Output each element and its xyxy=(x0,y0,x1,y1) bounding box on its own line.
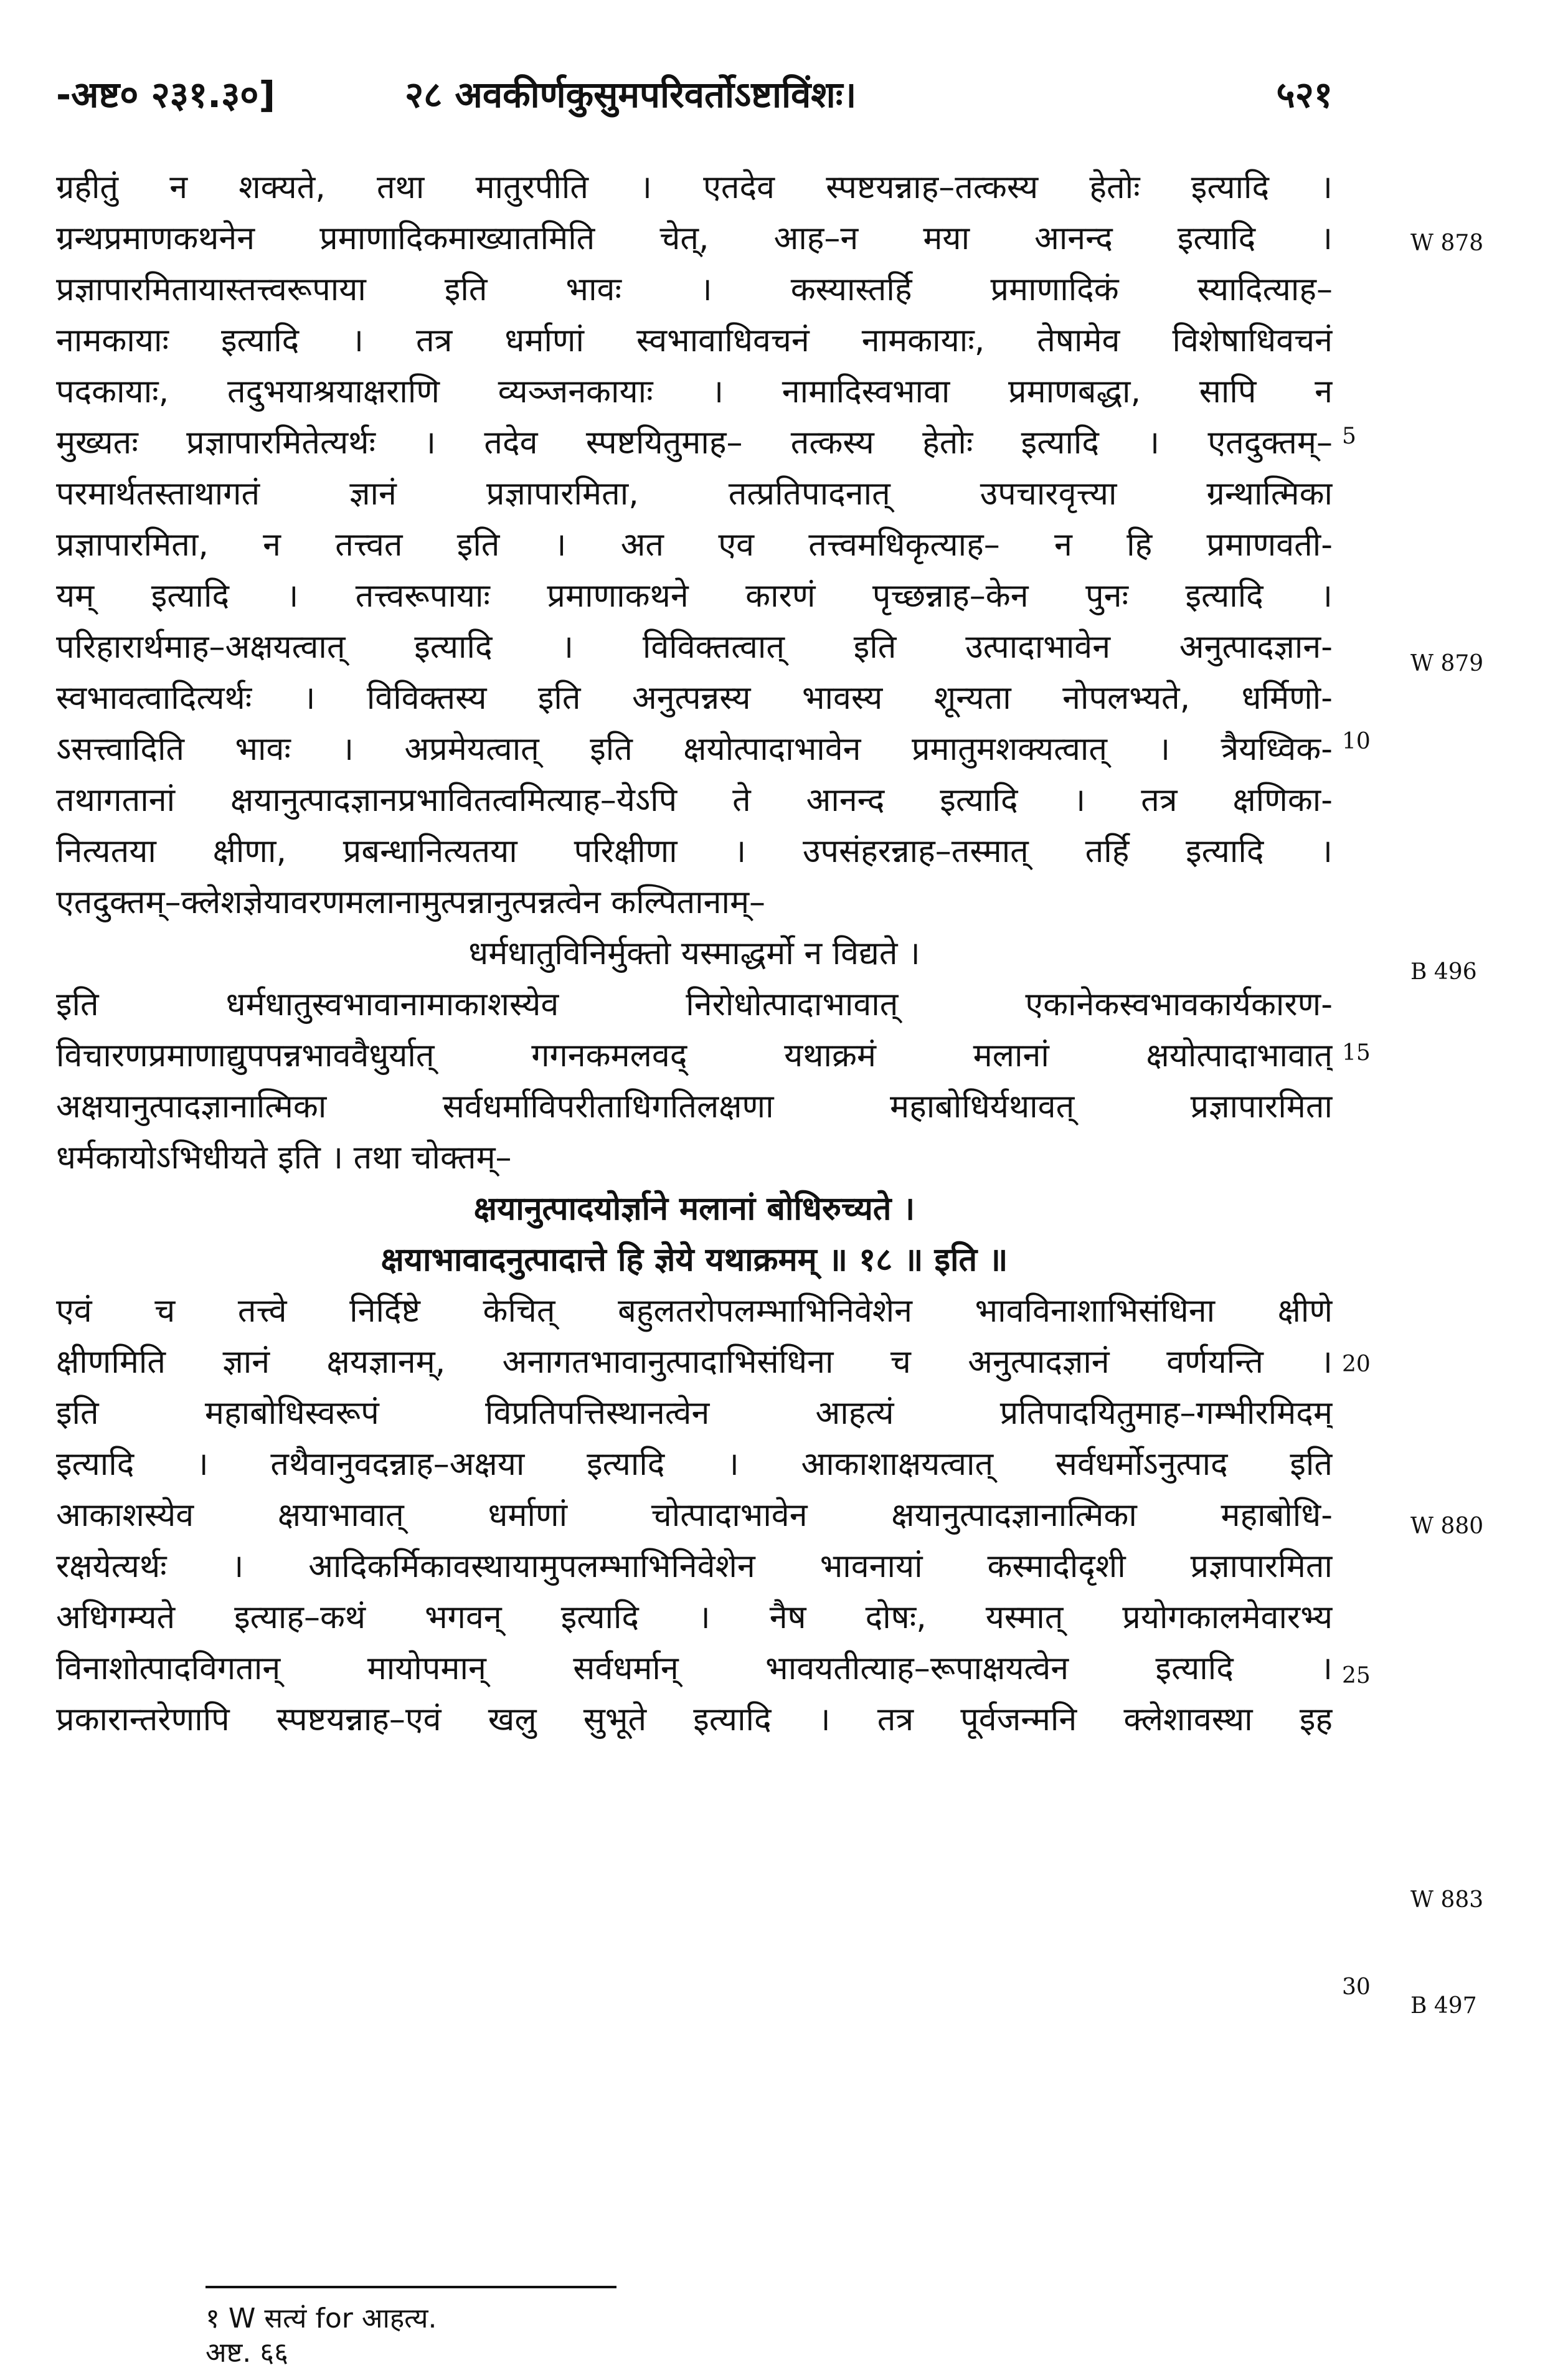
line-number: 25 xyxy=(1342,1663,1371,1689)
margin-reference: B 497 xyxy=(1410,1993,1477,2019)
margin-reference: W 883 xyxy=(1410,1887,1484,1913)
text-line: परिहारार्थमाह–अक्षयत्वात् इत्यादि । विविक्तत्वात् इति उत्पादाभावेन अनुत्पादज्ञान- xyxy=(56,628,1333,666)
text-line: नित्यतया क्षीणा, प्रबन्धानित्यतया परिक्षीणा । उपसंहरन्नाह–तस्मात् तर्हि इत्यादि । xyxy=(56,833,1333,870)
footnote: १ W सत्यं for आहत्य. xyxy=(205,2303,437,2334)
text-line: मुख्यतः प्रज्ञापारमितेत्यर्थः । तदेव स्पष्टयितुमाह– तत्कस्य हेतोः इत्यादि । एतदुक्तम्– xyxy=(56,424,1333,462)
text-line: पदकायाः, तदुभयाश्रयाक्षराणि व्यञ्जनकायाः । नामादिस्वभावा प्रमाणबद्धा, सापि न xyxy=(56,373,1333,410)
signature-mark: अष्ट. ६६ xyxy=(205,2337,289,2369)
margin-reference: W 879 xyxy=(1410,651,1484,676)
line-number: 30 xyxy=(1342,1974,1371,2000)
main-text xyxy=(56,162,1333,1745)
line-number: 20 xyxy=(1342,1352,1371,1377)
text-line: यम् इत्यादि । तत्त्वरूपायाः प्रमाणाकथने कारणं पृच्छन्नाह–केन पुनः इत्यादि । xyxy=(56,577,1333,615)
text-line: ग्रहीतुं न शक्यते, तथा मातुरपीति । एतदेव स्पष्टयन्नाह–तत्कस्य हेतोः इत्यादि । xyxy=(56,169,1333,206)
text-line: इति धर्मधातुस्वभावानामाकाशस्येव निरोधोत्पादाभावात् एकानेकस्वभावकार्यकारण- xyxy=(56,986,1333,1023)
line-number: 10 xyxy=(1342,729,1371,754)
margin-reference: W 880 xyxy=(1410,1513,1484,1539)
text-line: एतदुक्तम्–क्लेशज्ञेयावरणमलानामुत्पन्नानुत्पन्नत्वेन कल्पितानाम्– xyxy=(56,884,766,921)
text-line: विनाशोत्पादविगतान् मायोपमान् सर्वधर्मान् भावयतीत्याह–रूपाक्षयत्वेन इत्यादि । xyxy=(56,1650,1333,1687)
text-line: रक्षयेत्यर्थः । आदिकर्मिकावस्थायामुपलम्भाभिनिवेशेन भावनायां कस्मादीदृशी प्रज्ञापारमिता xyxy=(56,1548,1333,1585)
text-line: नामकायाः इत्यादि । तत्र धर्माणां स्वभावाधिवचनं नामकायाः, तेषामेव विशेषाधिवचनं xyxy=(56,322,1333,359)
text-line: ग्रन्थप्रमाणकथनेन प्रमाणादिकमाख्यातमिति चेत्, आह–न मया आनन्द इत्यादि । xyxy=(56,220,1333,257)
text-line: इत्यादि । तथैवानुवदन्नाह–अक्षया इत्यादि । आकाशाक्षयत्वात् सर्वधर्मोऽनुत्पाद इति xyxy=(56,1446,1333,1483)
text-line: इति महाबोधिस्वरूपं विप्रतिपत्तिस्थानत्वेन आहत्यं प्रतिपादयितुमाह–गम्भीरमिदम् xyxy=(56,1395,1333,1432)
text-line: धर्मकायोऽभिधीयते इति । तथा चोक्तम्– xyxy=(56,1139,512,1177)
line-number: 5 xyxy=(1342,424,1356,449)
text-line: प्रकारान्तरेणापि स्पष्टयन्नाह–एवं खलु सुभूते इत्यादि । तत्र पूर्वजन्मनि क्लेशावस्था इह xyxy=(56,1701,1333,1738)
text-line: तथागतानां क्षयानुत्पादज्ञानप्रभावितत्वमित्याह–येऽपि ते आनन्द इत्यादि । तत्र क्षणिका- xyxy=(56,782,1333,819)
verse-line: क्षयाभावादनुत्पादात्ते हि ज्ञेये यथाक्रमम् ॥ १८ ॥ इति ॥ xyxy=(380,1241,1008,1279)
header-page-number: ५२१ xyxy=(1276,73,1333,116)
text-line: अक्षयानुत्पादज्ञानात्मिका सर्वधर्माविपरीताधिगतिलक्षणा महाबोधिर्यथावत् प्रज्ञापारमिता xyxy=(56,1088,1333,1125)
header-chapter-title: २८ अवकीर्णकुसुमपरिवर्तोऽष्टाविंशः। xyxy=(405,73,857,116)
text-line: आकाशस्येव क्षयाभावात् धर्माणां चोत्पादाभावेन क्षयानुत्पादज्ञानात्मिका महाबोधि- xyxy=(56,1497,1333,1534)
text-line: क्षीणमिति ज्ञानं क्षयज्ञानम्, अनागतभावानुत्पादाभिसंधिना च अनुत्पादज्ञानं वर्णयन्ति । xyxy=(56,1343,1333,1381)
verse-line: धर्मधातुविनिर्मुक्तो यस्माद्धर्मो न विद्यते । xyxy=(468,935,920,972)
margin-reference: B 496 xyxy=(1410,959,1477,985)
text-line: स्वभावत्वादित्यर्थः । विविक्तस्य इति अनुत्पन्नस्य भावस्य शून्यता नोपलभ्यते, धर्मिणो- xyxy=(56,680,1333,717)
text-line: ऽसत्त्वादिति भावः । अप्रमेयत्वात् इति क्षयोत्पादाभावेन प्रमातुमशक्यत्वात् । त्रैयध्विक- xyxy=(56,731,1333,768)
footnote-rule xyxy=(205,2286,616,2288)
text-line: विचारणप्रमाणाद्युपपन्नभाववैधुर्यात् गगनकमलवद् यथाक्रमं मलानां क्षयोत्पादाभावात् xyxy=(56,1037,1333,1074)
header-reference: -अष्ट० २३१.३०] xyxy=(56,73,275,116)
running-header xyxy=(56,69,1333,137)
text-line: परमार्थतस्ताथागतं ज्ञानं प्रज्ञापारमिता, तत्प्रतिपादनात् उपचारवृत्त्या ग्रन्थात्मिका xyxy=(56,475,1333,513)
line-number: 15 xyxy=(1342,1040,1371,1066)
margin-reference: W 878 xyxy=(1410,230,1484,256)
verse-line: क्षयानुत्पादयोर्ज्ञाने मलानां बोधिरुच्यते । xyxy=(473,1190,915,1228)
text-line: अधिगम्यते इत्याह–कथं भगवन् इत्यादि । नैष दोषः, यस्मात् प्रयोगकालमेवारभ्य xyxy=(56,1599,1333,1636)
text-line: प्रज्ञापारमिता, न तत्त्वत इति । अत एव तत्त्वमधिकृत्याह– न हि प्रमाणवती- xyxy=(56,526,1333,564)
text-line: एवं च तत्त्वे निर्दिष्टे केचित् बहुलतरोपलम्भाभिनिवेशेन भावविनाशाभिसंधिना क्षीणे xyxy=(56,1292,1333,1330)
text-line: प्रज्ञापारमितायास्तत्त्वरूपाया इति भावः । कस्यास्तर्हि प्रमाणादिकं स्यादित्याह– xyxy=(56,271,1333,308)
